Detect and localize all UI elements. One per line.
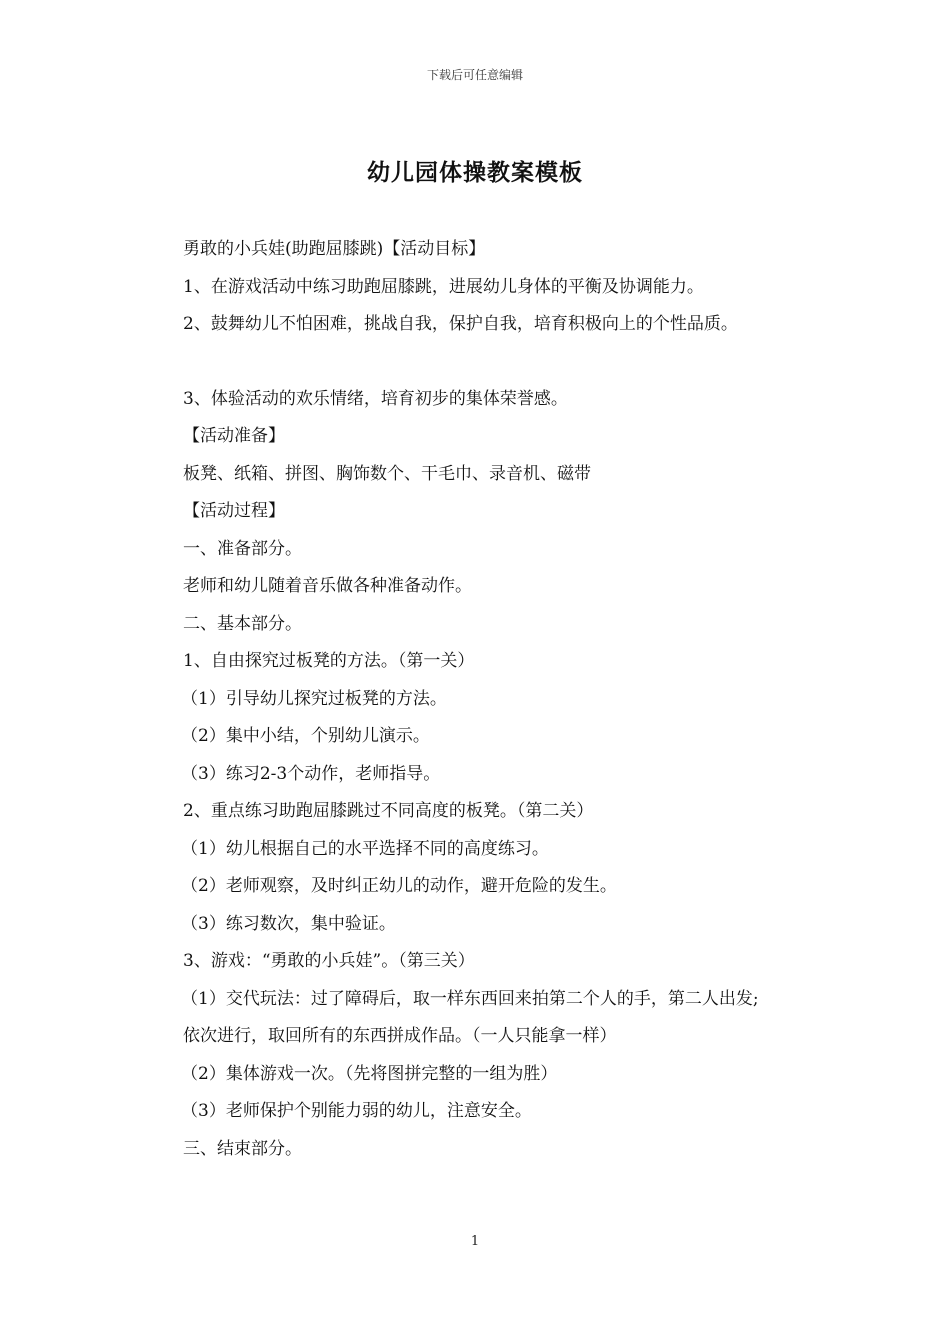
section-heading-preparation: 【活动准备】 [183, 426, 285, 446]
paragraph-stage-1-step-1: （1）引导幼儿探究过板凳的方法。 [181, 688, 447, 709]
paragraph-stage-3-step-3: （3）老师保护个别能力弱的幼儿，注意安全。 [181, 1101, 532, 1121]
paragraph-goal-1: 1、在游戏活动中练习助跑屈膝跳，进展幼儿身体的平衡及协调能力。 [183, 276, 704, 297]
paragraph-part-2: 二、基本部分。 [183, 613, 302, 634]
paragraph-stage-1: 1、自由探究过板凳的方法。（第一关） [183, 651, 475, 671]
paragraph-part-3: 三、结束部分。 [183, 1138, 302, 1159]
paragraph-stage-3: 3、游戏：“勇敢的小兵娃”。（第三关） [183, 951, 475, 971]
paragraph-materials: 板凳、纸箱、拼图、胸饰数个、干毛巾、录音机、磁带 [183, 463, 591, 484]
paragraph-stage-2: 2、重点练习助跑屈膝跳过不同高度的板凳。（第二关） [183, 801, 594, 821]
paragraph-goal-3: 3、体验活动的欢乐情绪，培育初步的集体荣誉感。 [183, 388, 568, 409]
paragraph-stage-2-step-1: （1）幼儿根据自己的水平选择不同的高度练习。 [181, 838, 549, 859]
paragraph-goal-2: 2、鼓舞幼儿不怕困难，挑战自我，保护自我，培育积极向上的个性品质。 [183, 314, 738, 334]
paragraph-stage-1-step-3: （3）练习2-3个动作，老师指导。 [181, 763, 441, 784]
document-title: 幼儿园体操教案模板 [367, 159, 583, 186]
blank-line [145, 344, 815, 381]
paragraph-stage-3-step-2: （2）集体游戏一次。（先将图拼完整的一组为胜） [181, 1063, 558, 1084]
section-heading-process: 【活动过程】 [183, 501, 285, 521]
paragraph-stage-2-step-2: （2）老师观察，及时纠正幼儿的动作，避开危险的发生。 [181, 876, 617, 896]
paragraph-stage-1-step-2: （2）集中小结，个别幼儿演示。 [181, 726, 430, 746]
paragraph-stage-3-step-1: （1）交代玩法：过了障碍后，取一样东西回来拍第二个人的手，第二人出发; [181, 988, 759, 1009]
paragraph-stage-3-continue: 依次进行，取回所有的东西拼成作品。（一人只能拿一样） [183, 1026, 617, 1046]
paragraph-part-1: 一、准备部分。 [183, 538, 302, 559]
document-body [145, 231, 815, 1168]
paragraph-warmup: 老师和幼儿随着音乐做各种准备动作。 [183, 576, 472, 596]
paragraph-intro: 勇敢的小兵娃(助跑屈膝跳)【活动目标】 [183, 239, 486, 259]
page-number: 1 [470, 1234, 480, 1249]
paragraph-stage-2-step-3: （3）练习数次，集中验证。 [181, 913, 396, 934]
page-header: 下载后可任意编辑 [426, 68, 523, 82]
